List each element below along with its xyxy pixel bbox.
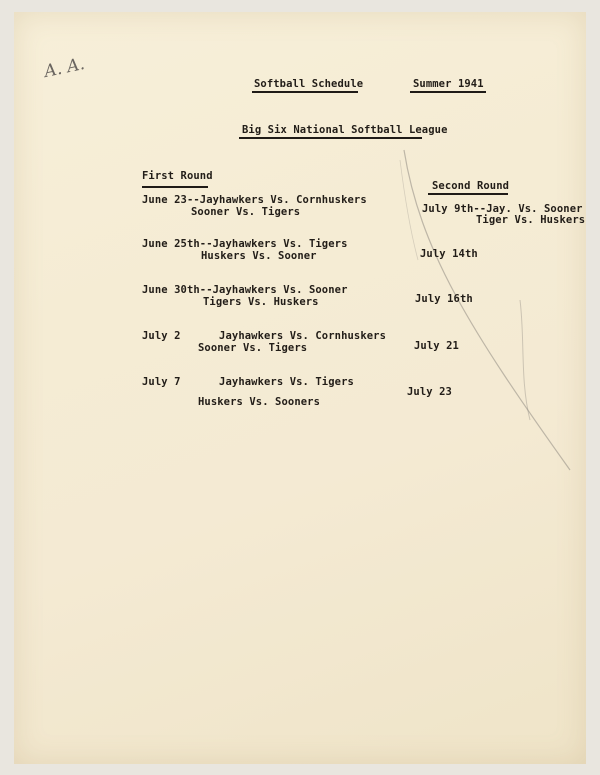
second-round-row-5-date: July 23 <box>407 386 452 398</box>
first-round-row-1-matchup-1: June 23--Jayhawkers Vs. Cornhuskers <box>142 194 367 206</box>
first-round-row-2-matchup-2: Huskers Vs. Sooner <box>201 250 317 262</box>
first-round-row-3-matchup-1: June 30th--Jayhawkers Vs. Sooner <box>142 284 348 296</box>
first-round-row-3-matchup-2: Tigers Vs. Huskers <box>203 296 319 308</box>
second-round-heading: Second Round <box>432 180 510 192</box>
second-round-underline <box>428 193 508 195</box>
title-underline <box>252 91 358 93</box>
first-round-row-4-matchup-2: Sooner Vs. Tigers <box>198 342 308 354</box>
schedule-title: Softball Schedule <box>254 78 364 90</box>
season-label: Summer 1941 <box>413 78 484 90</box>
first-round-heading: First Round <box>142 170 213 182</box>
second-round-row-2-date: July 14th <box>420 248 478 260</box>
first-round-row-4-matchup-1: July 2 Jayhawkers Vs. Cornhuskers <box>142 330 387 342</box>
second-round-row-1-matchup-1: July 9th--Jay. Vs. Sooner <box>422 203 583 215</box>
first-round-row-5-matchup-2: Huskers Vs. Sooners <box>198 396 321 408</box>
season-underline <box>410 91 486 93</box>
second-round-row-3-date: July 16th <box>415 293 473 305</box>
first-round-row-5-matchup-1: July 7 Jayhawkers Vs. Tigers <box>142 376 354 388</box>
first-round-row-1-matchup-2: Sooner Vs. Tigers <box>191 206 301 218</box>
second-round-row-4-date: July 21 <box>414 340 459 352</box>
league-name: Big Six National Softball League <box>242 124 448 136</box>
second-round-row-1-matchup-2: Tiger Vs. Huskers <box>476 214 586 226</box>
first-round-row-2-matchup-1: June 25th--Jayhawkers Vs. Tigers <box>142 238 348 250</box>
first-round-underline <box>142 186 208 188</box>
handwritten-initials: A. A. <box>42 53 87 83</box>
league-underline <box>239 137 422 139</box>
